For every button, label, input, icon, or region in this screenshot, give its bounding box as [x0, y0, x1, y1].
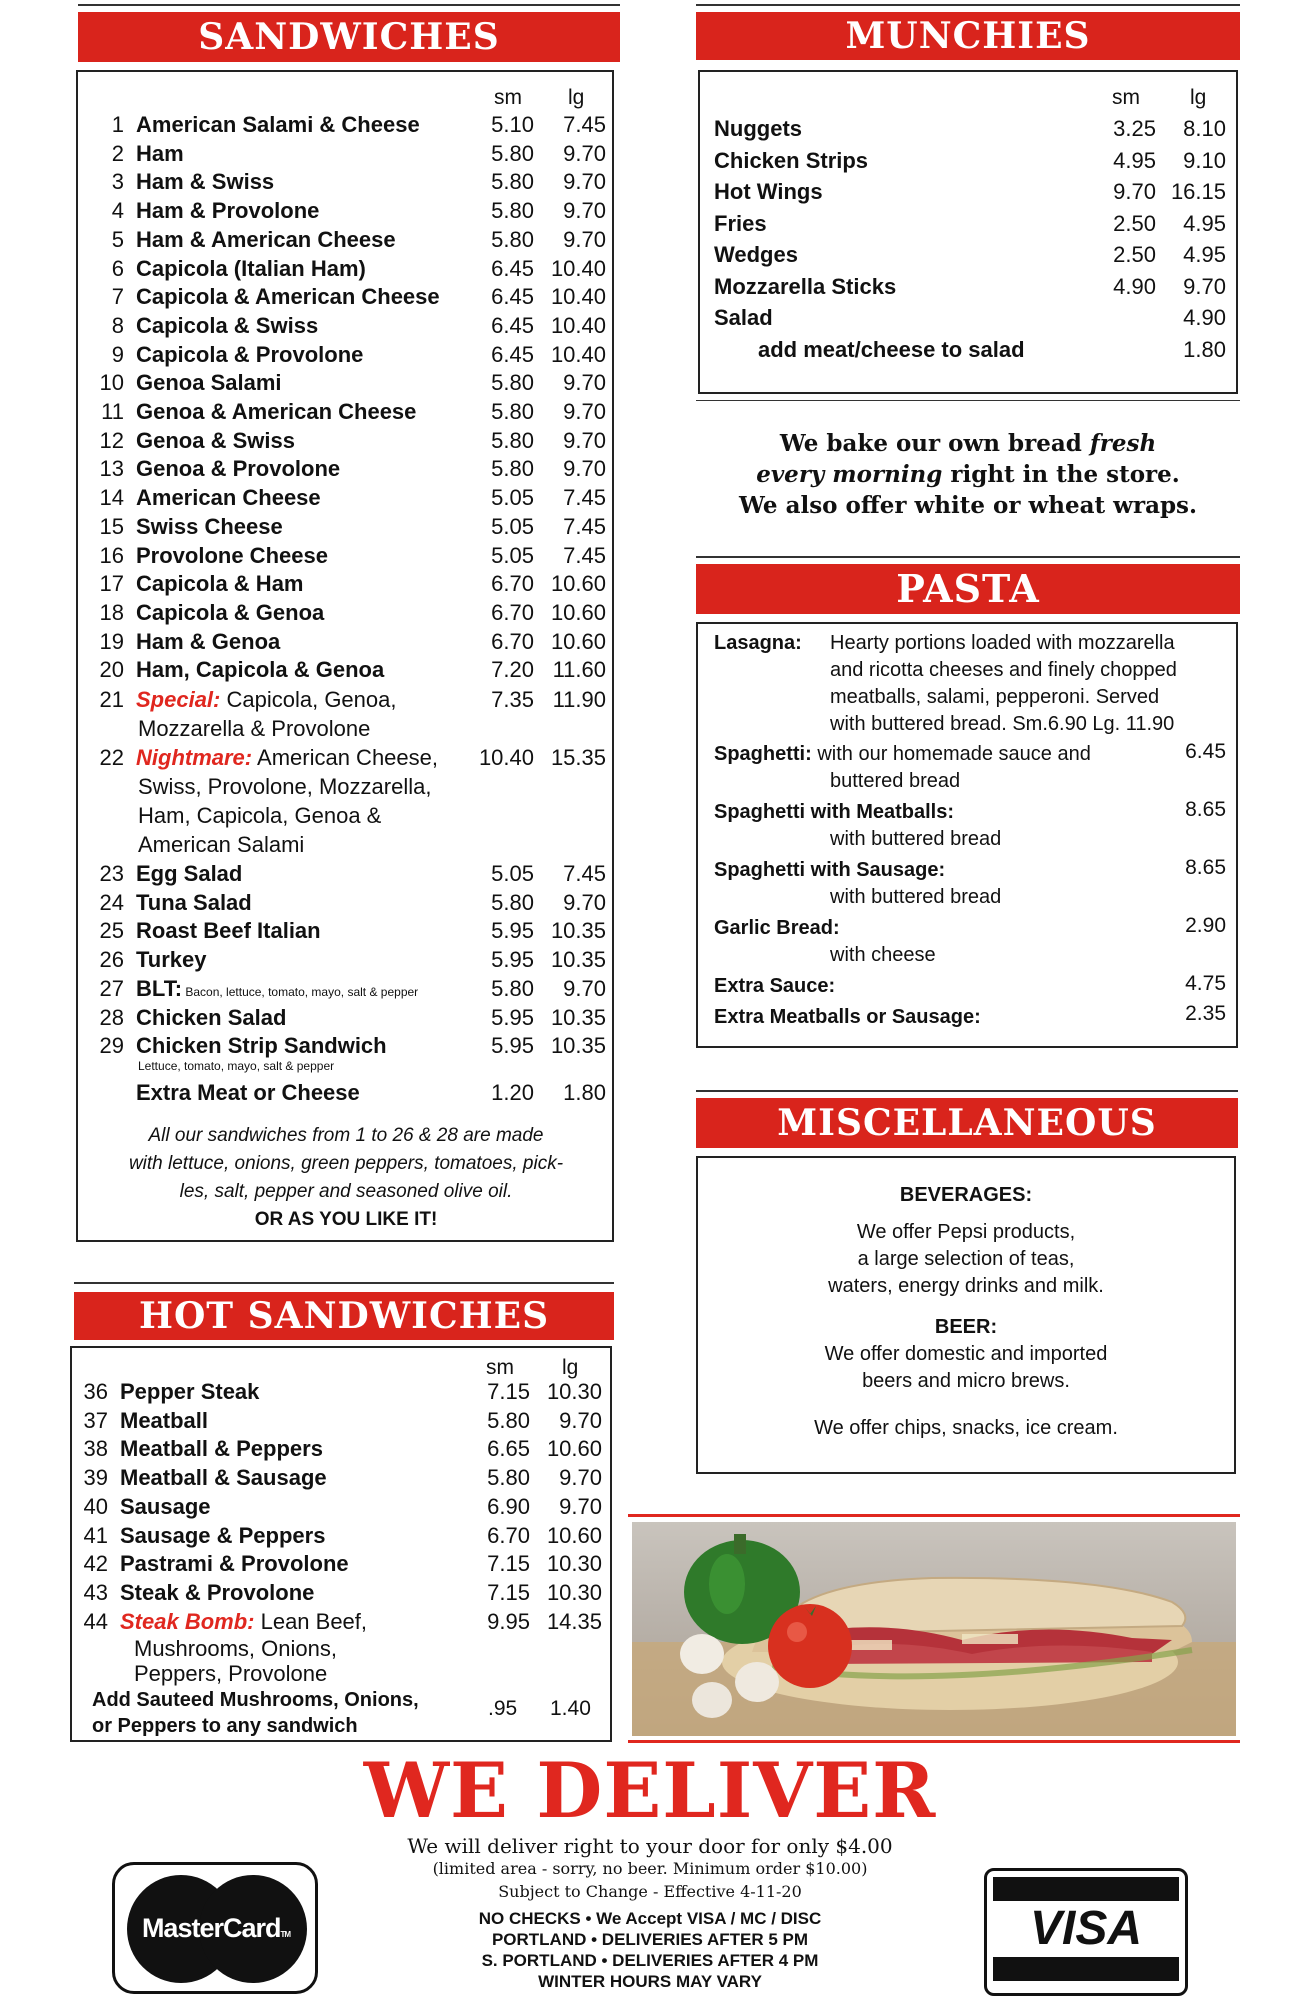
- price-lg: 10.60: [546, 1522, 602, 1548]
- price-lg: 4.95: [1183, 210, 1226, 236]
- item-number: 22: [99, 745, 124, 770]
- item-name: Ham: [136, 140, 184, 166]
- price-lg: 9.70: [563, 976, 606, 1001]
- price-lg: 10.40: [550, 284, 606, 310]
- menu-row: [86, 227, 606, 253]
- item-number: 1: [111, 112, 124, 137]
- price-sm: 6.70: [487, 1522, 530, 1548]
- price-sm: 6.45: [491, 284, 534, 310]
- item-number: 16: [99, 542, 124, 568]
- price-lg: 7.45: [563, 112, 606, 137]
- item-name: Ham & American Cheese: [136, 226, 396, 252]
- item-desc: Bacon, lettuce, tomato, mayo, salt & pepper: [182, 985, 419, 999]
- we-deliver-title: WE DELIVER: [363, 1746, 937, 1835]
- col-lg-label: lg: [1190, 86, 1207, 109]
- spaghetti-item: Spaghetti: with our homemade sauce and: [714, 743, 1091, 765]
- price-lg: 9.70: [559, 1407, 602, 1433]
- fresh-bread-note: We bake our own bread fresh every morning right in the store. We also offer white or wheat wraps.: [738, 430, 1198, 519]
- steak-bomb-desc: Lean Beef,: [254, 1609, 368, 1634]
- munchies-header: MUNCHIES: [696, 12, 1240, 60]
- price-sm: 3.25: [1113, 116, 1156, 141]
- price-sm: 7.20: [491, 657, 534, 683]
- price-lg: 9.70: [563, 226, 606, 252]
- item-name: Capicola & Ham: [136, 571, 304, 597]
- item-name: Genoa & Swiss: [136, 427, 295, 453]
- price-lg: 10.60: [546, 1436, 602, 1462]
- menu-row: [86, 256, 606, 282]
- special-desc: Capicola, Genoa,: [220, 687, 397, 712]
- price-lg: 1.80: [563, 1080, 606, 1105]
- item-name: Capicola & Genoa: [136, 599, 325, 625]
- munchies-row: [714, 116, 1226, 142]
- price-sm: 5.80: [491, 169, 534, 195]
- price-lg: 9.70: [559, 1465, 602, 1491]
- price-sm: 5.80: [487, 1465, 530, 1491]
- price-sm: 5.95: [491, 1033, 534, 1058]
- item-number: 25: [99, 918, 124, 944]
- item-name: Sausage & Peppers: [120, 1522, 326, 1548]
- item-name: Nuggets: [714, 116, 802, 141]
- garlic-item: Garlic Bread:: [714, 917, 840, 939]
- spaghetti-price: 6.45: [1185, 740, 1226, 763]
- garlic-sub: with cheese: [830, 944, 936, 966]
- note-line: All our sandwiches from 1 to 26 & 28 are made: [148, 1125, 544, 1146]
- price-sm: 5.10: [491, 112, 534, 137]
- meatballs-item: Spaghetti with Meatballs:: [714, 801, 955, 823]
- price-sm: 5.80: [491, 140, 534, 166]
- add-price-sm: .95: [488, 1697, 518, 1720]
- item-number: 6: [111, 255, 124, 281]
- sandwiches-header: SANDWICHES: [78, 12, 620, 62]
- note-line: or Peppers to any sandwich: [92, 1715, 358, 1737]
- menu-row: [86, 456, 606, 482]
- item-name: Genoa & Provolone: [136, 456, 341, 482]
- note-line: Add Sauteed Mushrooms, Onions,: [92, 1689, 419, 1711]
- visa-band-bottom: [993, 1957, 1179, 1981]
- price-sm: 5.80: [491, 370, 534, 396]
- item-number: 2: [111, 140, 124, 166]
- price-lg: 9.70: [563, 399, 606, 424]
- menu-row: [86, 284, 606, 310]
- hot-row-steak-bomb: [70, 1609, 602, 1635]
- sausage-sub: with buttered bread: [830, 886, 1002, 908]
- item-name: Hot Wings: [714, 179, 823, 204]
- special-label: Special:: [136, 687, 221, 712]
- menu-row: [86, 890, 606, 916]
- price-sm: 7.35: [491, 687, 534, 712]
- beverages-label: BEVERAGES:: [899, 1184, 1033, 1206]
- price-sm: 10.40: [478, 745, 534, 770]
- steak-bomb-desc-3: Peppers, Provolone: [134, 1661, 328, 1686]
- price-lg: 1.80: [1183, 336, 1226, 362]
- misc-header: MISCELLANEOUS: [696, 1098, 1238, 1148]
- spaghetti-sub: buttered bread: [830, 770, 961, 792]
- visa-band-top: [993, 1877, 1179, 1901]
- mastercard-wordmark: MasterCardTM: [141, 1913, 291, 1943]
- item-number: 13: [99, 456, 124, 482]
- lasagna-label: Lasagna:: [714, 632, 802, 654]
- item-name: add meat/cheese to salad: [758, 336, 1025, 362]
- price-sm: 2.50: [1113, 210, 1156, 236]
- nightmare-desc: American Cheese,: [252, 745, 438, 770]
- price-lg: 14.35: [546, 1609, 602, 1634]
- rule: [78, 4, 620, 6]
- item-number: 42: [83, 1551, 108, 1577]
- note-line: les, salt, pepper and seasoned olive oil.: [179, 1181, 513, 1202]
- rule: [696, 1090, 1238, 1092]
- price-lg: 10.60: [550, 571, 606, 597]
- menu-row: [86, 141, 606, 167]
- item-name: Ham & Swiss: [136, 169, 275, 195]
- nightmare-label: Nightmare:: [136, 745, 253, 770]
- item-number: 3: [111, 169, 124, 195]
- price-lg: 10.30: [546, 1579, 602, 1605]
- menu-row: [86, 370, 606, 396]
- menu-row: [70, 1436, 602, 1462]
- item-number: 37: [83, 1407, 108, 1433]
- menu-row: [86, 600, 606, 626]
- price-sm: 7.15: [487, 1551, 530, 1577]
- menu-row: [86, 514, 606, 540]
- item-number: 10: [99, 370, 124, 396]
- item-name: Swiss Cheese: [136, 513, 283, 539]
- item-name: American Salami & Cheese: [136, 112, 420, 137]
- price-lg: 9.70: [563, 140, 606, 166]
- sandwich-row-nightmare: [86, 745, 606, 771]
- menu-row: [86, 657, 606, 683]
- rule: [696, 4, 1240, 6]
- item-name: Chicken Salad: [136, 1005, 287, 1030]
- item-name: Genoa & American Cheese: [136, 399, 417, 424]
- col-lg-label: lg: [568, 86, 585, 109]
- price-lg: 9.70: [563, 198, 606, 224]
- sausage-item: Spaghetti with Sausage:: [714, 859, 946, 881]
- sauce-price: 4.75: [1185, 972, 1226, 995]
- item-number: 17: [99, 571, 124, 597]
- item-name: Capicola & American Cheese: [136, 284, 440, 310]
- menu-row: [70, 1523, 602, 1549]
- price-sm: 7.15: [487, 1579, 530, 1605]
- price-sm: 6.45: [491, 341, 534, 367]
- menu-row: [70, 1551, 602, 1577]
- menu-row: [86, 169, 606, 195]
- nightmare-desc-4: American Salami: [138, 832, 305, 857]
- item-number: 40: [83, 1493, 108, 1519]
- munchies-row: [714, 242, 1226, 268]
- sandwich-photo: [632, 1522, 1236, 1736]
- rule: [696, 400, 1240, 401]
- item-number: 14: [99, 485, 124, 511]
- menu-row: [86, 485, 606, 511]
- visa-logo: [984, 1868, 1188, 1996]
- price-lg: 8.10: [1183, 116, 1226, 141]
- price-lg: 9.70: [563, 889, 606, 915]
- item-name: Capicola & Swiss: [136, 312, 319, 338]
- price-lg: 10.60: [550, 599, 606, 625]
- menu-row: [86, 112, 606, 138]
- steak-bomb-label: Steak Bomb:: [120, 1609, 255, 1634]
- item-number: 11: [101, 399, 124, 424]
- price-lg: 9.70: [563, 427, 606, 453]
- garlic-price: 2.90: [1185, 914, 1226, 937]
- price-lg: 10.35: [550, 1005, 606, 1030]
- item-name: Salad: [714, 305, 773, 330]
- menu-row: [86, 198, 606, 224]
- beer-label: BEER:: [934, 1316, 998, 1338]
- item-number: 36: [83, 1379, 108, 1404]
- price-lg: 15.35: [550, 745, 606, 770]
- item-name: Pastrami & Provolone: [120, 1551, 349, 1577]
- price-sm: 7.15: [487, 1379, 530, 1404]
- menu-row: [86, 399, 606, 425]
- price-sm: 9.70: [1113, 179, 1156, 204]
- item-name: Meatball: [120, 1407, 209, 1433]
- price-sm: 5.95: [491, 918, 534, 944]
- item-number: 28: [99, 1005, 124, 1030]
- item-name: Pepper Steak: [120, 1379, 260, 1404]
- price-sm: 5.80: [487, 1407, 530, 1433]
- menu-row: [70, 1379, 602, 1405]
- note-emphasis: OR AS YOU LIKE IT!: [254, 1209, 438, 1230]
- item-number: 18: [99, 599, 124, 625]
- munchies-row: [714, 211, 1226, 237]
- price-lg: 10.35: [550, 947, 606, 973]
- menu-row: [70, 1408, 602, 1434]
- price-sm: 9.95: [487, 1609, 530, 1634]
- menu-row: [70, 1494, 602, 1520]
- col-sm-label: sm: [494, 86, 522, 109]
- price-sm: 4.90: [1113, 273, 1156, 299]
- price-lg: 9.70: [563, 370, 606, 396]
- item-number: 8: [111, 312, 124, 338]
- price-sm: 5.80: [491, 198, 534, 224]
- meatballs-sub: with buttered bread: [830, 828, 1002, 850]
- price-sm: 5.80: [491, 456, 534, 482]
- item-name: Meatball & Peppers: [120, 1436, 323, 1462]
- price-sm: 5.95: [491, 947, 534, 973]
- pasta-header: PASTA: [696, 564, 1240, 614]
- meatballs-price: 8.65: [1185, 798, 1226, 821]
- price-sm: 5.80: [491, 889, 534, 915]
- extra-meatballs-item: Extra Meatballs or Sausage:: [714, 1006, 981, 1028]
- price-sm: 6.65: [487, 1436, 530, 1462]
- rule: [696, 556, 1240, 558]
- price-sm: 6.70: [491, 628, 534, 654]
- rule: [74, 1282, 614, 1284]
- item-name: Meatball & Sausage: [120, 1465, 327, 1491]
- item-name: Roast Beef Italian: [136, 918, 321, 944]
- price-lg: 10.40: [550, 312, 606, 338]
- price-sm: 5.05: [491, 513, 534, 539]
- extra-meatballs-price: 2.35: [1185, 1002, 1226, 1025]
- price-lg: 9.10: [1183, 147, 1226, 173]
- mastercard-logo: [112, 1862, 318, 1994]
- col-lg-label: lg: [562, 1356, 579, 1379]
- item-number: 20: [99, 657, 124, 683]
- item-number: 29: [99, 1033, 124, 1058]
- menu-row: [86, 313, 606, 339]
- price-sm: 1.20: [491, 1080, 534, 1105]
- item-number: 39: [83, 1465, 108, 1491]
- steak-bomb-desc-2: Mushrooms, Onions,: [134, 1636, 337, 1661]
- menu-row: [86, 918, 606, 944]
- chicken-strip-desc: Lettuce, tomato, mayo, salt & pepper: [138, 1059, 335, 1073]
- item-name: BLT:: [136, 976, 183, 1001]
- price-lg: 10.40: [550, 255, 606, 281]
- item-name: Turkey: [136, 947, 207, 973]
- menu-row: [86, 861, 606, 887]
- item-number: 27: [99, 976, 124, 1001]
- item-name: American Cheese: [136, 485, 321, 511]
- item-name: Mozzarella Sticks: [714, 273, 897, 299]
- price-sm: 5.95: [491, 1005, 534, 1030]
- sandwich-row-chicken-strip: [86, 1033, 606, 1059]
- price-sm: 5.80: [491, 399, 534, 424]
- item-name: Extra Meat or Cheese: [136, 1080, 360, 1105]
- munchies-row: [714, 274, 1226, 300]
- price-sm: 5.80: [491, 226, 534, 252]
- price-lg: 10.30: [546, 1551, 602, 1577]
- item-name: Egg Salad: [136, 861, 243, 886]
- hot-sandwiches-header: HOT SANDWICHES: [74, 1292, 614, 1340]
- munchies-row: [714, 305, 1226, 331]
- item-name: Fries: [714, 210, 767, 236]
- item-name: Provolone Cheese: [136, 542, 328, 568]
- nightmare-desc-2: Swiss, Provolone, Mozzarella,: [138, 774, 432, 799]
- price-lg: 10.35: [550, 1033, 606, 1058]
- price-sm: 4.95: [1113, 147, 1156, 173]
- item-number: 44: [83, 1609, 108, 1634]
- item-number: 7: [111, 284, 124, 310]
- price-lg: 9.70: [559, 1493, 602, 1519]
- price-lg: 7.45: [563, 513, 606, 539]
- item-number: 43: [83, 1579, 108, 1605]
- item-name: Wedges: [714, 242, 798, 267]
- price-sm: 6.90: [487, 1493, 530, 1519]
- item-name: Tuna Salad: [136, 889, 252, 915]
- item-number: 19: [99, 628, 124, 654]
- sandwich-photo-illustration: [632, 1522, 1236, 1736]
- item-number: 21: [99, 687, 124, 712]
- menu-row: [86, 543, 606, 569]
- price-lg: 10.60: [550, 628, 606, 654]
- menu-row: [86, 571, 606, 597]
- menu-row: [86, 428, 606, 454]
- item-name: Chicken Strips: [714, 147, 869, 173]
- item-number: 38: [83, 1436, 108, 1462]
- price-lg: 9.70: [563, 169, 606, 195]
- deliver-line-3: Subject to Change - Effective 4-11-20: [498, 1882, 802, 1901]
- deliver-line-1: We will deliver right to your door for only $4.00: [407, 1834, 893, 1858]
- sauce-item: Extra Sauce:: [714, 975, 836, 997]
- price-lg: 10.35: [550, 918, 606, 944]
- item-name: Capicola (Italian Ham): [136, 255, 366, 281]
- deliver-info: NO CHECKS • We Accept VISA / MC / DISC PORTLAND • DELIVERIES AFTER 5 PM S. PORTLAND • DELIVERIES AFTER 4 PM WINTER HOURS MAY VARY: [478, 1909, 822, 1991]
- price-sm: 5.05: [491, 861, 534, 886]
- munchies-row: [714, 148, 1226, 174]
- price-sm: 6.70: [491, 571, 534, 597]
- visa-wordmark: VISA: [1029, 1902, 1143, 1955]
- sandwich-row-blt: [86, 976, 606, 1002]
- item-name: Genoa Salami: [136, 370, 282, 396]
- item-name: Ham & Provolone: [136, 198, 320, 224]
- price-lg: 4.95: [1183, 242, 1226, 267]
- sandwich-row-special: [86, 687, 606, 713]
- photo-bottom-rule: [628, 1740, 1240, 1743]
- price-lg: 10.30: [546, 1379, 602, 1404]
- price-lg: 11.60: [552, 657, 606, 683]
- sandwich-note: [86, 1122, 606, 1234]
- beverages-section: BEVERAGES: We offer Pepsi products, a large selection of teas, waters, energy drinks and milk. BEER: We offer domestic and imported beers and micro brews. We offer chips, snacks, ice cream.: [696, 1182, 1236, 1442]
- price-lg: 7.45: [563, 861, 606, 886]
- sausage-price: 8.65: [1185, 856, 1226, 879]
- price-lg: 10.40: [550, 341, 606, 367]
- photo-top-rule: [628, 1514, 1240, 1517]
- item-name: Steak & Provolone: [120, 1579, 315, 1605]
- price-sm: 5.80: [491, 427, 534, 453]
- item-number: 5: [111, 226, 124, 252]
- special-desc-2: Mozzarella & Provolone: [138, 716, 371, 741]
- menu-row: [70, 1465, 602, 1491]
- price-sm: 6.45: [491, 312, 534, 338]
- col-sm-label: sm: [1112, 86, 1140, 109]
- price-lg: 7.45: [563, 542, 606, 568]
- item-number: 12: [99, 427, 124, 453]
- munchies-row: [714, 179, 1226, 205]
- price-lg: 7.45: [563, 485, 606, 511]
- menu-row: [86, 342, 606, 368]
- price-sm: 5.05: [491, 485, 534, 511]
- price-lg: 4.90: [1183, 305, 1226, 330]
- nightmare-desc-3: Ham, Capicola, Genoa &: [138, 803, 382, 828]
- item-number: 4: [111, 198, 124, 224]
- price-lg: 16.15: [1170, 179, 1226, 204]
- item-name: Ham, Capicola & Genoa: [136, 657, 385, 683]
- price-sm: 6.70: [491, 599, 534, 625]
- item-name: Ham & Genoa: [136, 628, 281, 654]
- price-sm: 5.05: [491, 542, 534, 568]
- item-number: 26: [99, 947, 124, 973]
- deliver-line-2: (limited area - sorry, no beer. Minimum order $10.00): [432, 1859, 868, 1878]
- menu-row: [86, 1005, 606, 1031]
- add-price-lg: 1.40: [550, 1697, 591, 1720]
- item-number: 9: [111, 341, 124, 367]
- menu-row: [86, 947, 606, 973]
- item-number: 23: [99, 861, 124, 886]
- price-sm: 2.50: [1113, 242, 1156, 267]
- item-name: Sausage: [120, 1493, 211, 1519]
- lasagna-desc: Hearty portions loaded with mozzarella and ricotta cheeses and finely chopped meatballs, salami, pepperoni. Served with buttered bread. Sm.6.90 Lg. 11.90: [830, 632, 1177, 735]
- munchies-row: [714, 337, 1226, 363]
- price-sm: 5.80: [491, 976, 534, 1001]
- item-number: 24: [99, 889, 124, 915]
- add-toppings-note: [92, 1687, 419, 1739]
- sandwich-row-extra: [86, 1080, 606, 1106]
- price-lg: 9.70: [563, 456, 606, 482]
- note-line: with lettuce, onions, green peppers, tomatoes, pick-: [128, 1153, 564, 1174]
- price-lg: 9.70: [1183, 273, 1226, 299]
- price-lg: 11.90: [552, 687, 606, 712]
- item-name: Capicola & Provolone: [136, 341, 364, 367]
- price-sm: 6.45: [491, 255, 534, 281]
- menu-row: [70, 1580, 602, 1606]
- item-number: 41: [83, 1522, 108, 1548]
- menu-row: [86, 629, 606, 655]
- col-sm-label: sm: [486, 1356, 514, 1379]
- item-name: Chicken Strip Sandwich: [136, 1033, 387, 1058]
- item-number: 15: [99, 513, 124, 539]
